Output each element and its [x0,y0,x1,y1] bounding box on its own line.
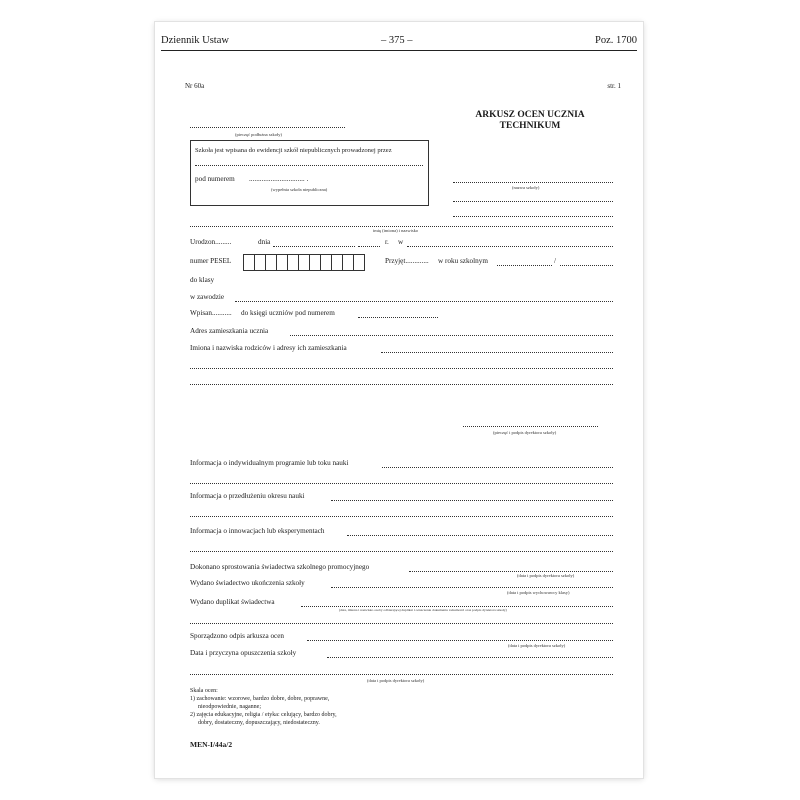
certificate-field[interactable] [331,587,613,588]
page-number: – 375 – [381,35,413,46]
form-code: MEN-I/44a/2 [190,740,233,749]
scale-item-2b: dobry, dostateczny, dopuszczający, niedostateczny. [198,720,320,726]
box-text: Szkoła jest wpisana do ewidencji szkół niepublicznych prowadzonej przez [195,147,392,154]
school-name-field-3[interactable] [453,216,613,217]
scale-item-2: 2) zajęcia edukacyjne, religia / etyka: celujący, bardzo dobry, [190,712,337,718]
sheet-page: str. 1 [607,82,621,90]
innovations-field-2[interactable] [190,551,613,552]
student-name-field[interactable] [190,226,613,227]
director-signature-field[interactable] [463,426,598,427]
duplicate-label: Wydano duplikat świadectwa [190,598,275,606]
leaving-field-2[interactable] [190,674,613,675]
form-number: Nr 60a [185,82,205,90]
extension-label: Informacja o przedłużeniu okresu nauki [190,492,305,500]
parents-field-2[interactable] [190,368,613,369]
born-label: Urodzon......... [190,238,232,246]
box-field[interactable] [195,165,423,166]
individual-program-field[interactable] [382,467,613,468]
document-page [155,22,643,778]
profession-field[interactable] [235,301,613,302]
school-year-to-field[interactable] [560,265,613,266]
title-line-1: ARKUSZ OCEN UCZNIA [475,110,585,120]
school-year-sep: / [554,257,556,265]
parents-field[interactable] [381,352,613,353]
pesel-boxes[interactable] [243,254,364,270]
student-name-caption: imię (imiona) i nazwisko [373,228,419,233]
individual-program-field-2[interactable] [190,483,613,484]
director-caption: (pieczęć i podpis dyrektora szkoły) [493,430,557,435]
school-name-field-2[interactable] [453,201,613,202]
innovations-field[interactable] [347,535,613,536]
form-title [465,110,595,132]
scale-item-1: 1) zachowanie: wzorowe, bardzo dobre, dobre, poprawne, [190,696,330,702]
stamp-field[interactable] [190,127,345,128]
copy-caption: (data i podpis dyrektora szkoły) [508,643,566,648]
duplicate-field[interactable] [301,606,613,607]
entered-label: Wpisan........... [190,309,232,317]
leaving-caption: (data i podpis dyrektora szkoły) [367,678,425,683]
scale-item-1b: nieodpowiednie, naganne; [198,704,261,710]
year-label: r. [385,238,389,246]
box-caption: (wypełnia szkoła niepubliczna) [271,187,328,192]
journal-name: Dziennik Ustaw [161,35,229,46]
position-number: Poz. 1700 [595,35,637,46]
school-year-from-field[interactable] [497,265,552,266]
pesel-label: numer PESEL [190,257,232,265]
certificate-caption: (data i podpis wychowawcy klasy) [507,590,570,595]
title-line-2: TECHNIKUM [499,121,561,131]
innovations-label: Informacja o innowacjach lub eksperymentach [190,527,325,535]
correction-caption: (data i podpis dyrektora szkoły) [517,573,575,578]
profession-label: w zawodzie [190,293,225,301]
in-label: w [398,238,404,246]
leaving-field[interactable] [327,657,613,658]
leaving-label: Data i przyczyna opuszczenia szkoły [190,649,297,657]
admitted-label: Przyjęt............. [385,257,429,265]
birth-place-field[interactable] [407,246,613,247]
parents-label: Imiona i nazwiska rodziców i adresy ich zamieszkania [190,344,347,352]
extension-field-2[interactable] [190,516,613,517]
correction-field[interactable] [409,571,613,572]
address-field[interactable] [290,335,613,336]
box-number-label: pod numerem [195,175,235,183]
duplicate-field-2[interactable] [190,623,613,624]
address-label: Adres zamieszkania ucznia [190,327,269,335]
class-label: do klasy [190,276,215,284]
header-rule [161,50,637,51]
register-number-field[interactable] [358,317,438,318]
school-name-caption: (nazwa szkoły) [512,185,540,190]
pesel-digit[interactable] [353,254,365,271]
scale-title: Skala ocen: [190,688,218,694]
school-name-field[interactable] [453,182,613,183]
parents-field-3[interactable] [190,384,613,385]
private-school-box [190,140,429,206]
grading-scale [190,687,337,727]
correction-label: Dokonano sprostowania świadectwa szkolnego promocyjnego [190,563,370,571]
school-year-label: w roku szkolnym [438,257,488,265]
day-label: dnia [258,238,271,246]
box-number-dots[interactable]: ............................... . [249,175,309,183]
stamp-caption: (pieczęć podłużna szkoły) [235,132,282,137]
extension-field[interactable] [331,500,613,501]
individual-program-label: Informacja o indywidualnym programie lub toku nauki [190,459,349,467]
duplicate-caption: (data, imiona i nazwisko osoby odbierającej duplikat i oznaczenie dokumentu tożsamości oraz podpis dyrektora szkoły) [339,608,507,612]
register-label: do księgi uczniów pod numerem [241,309,335,317]
copy-label: Sporządzono odpis arkusza ocen [190,632,285,640]
birth-date-field[interactable] [273,246,355,247]
birth-year-field[interactable] [358,246,380,247]
copy-field[interactable] [307,640,613,641]
certificate-label: Wydano świadectwo ukończenia szkoły [190,579,305,587]
